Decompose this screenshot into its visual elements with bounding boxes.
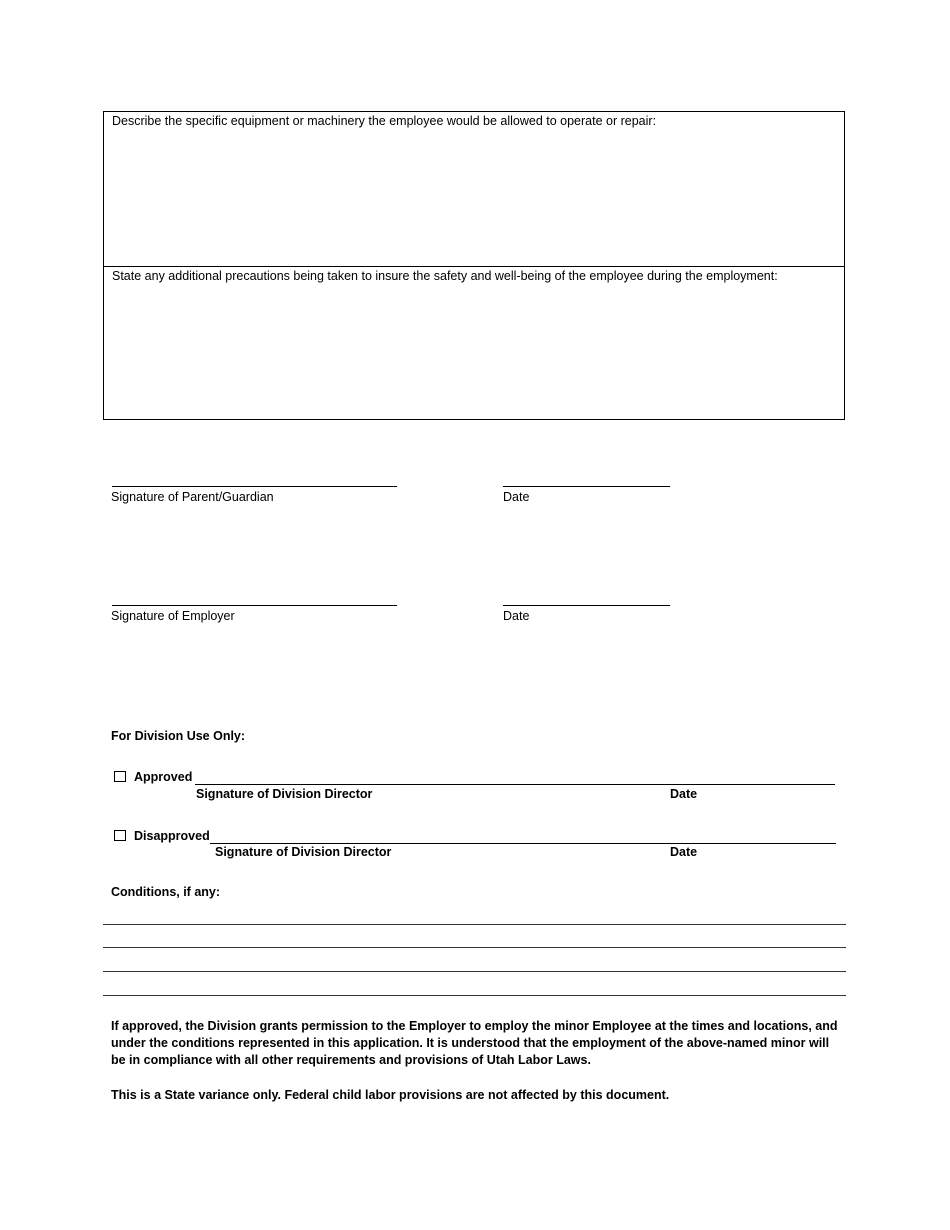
disapproved-checkbox[interactable]: [114, 830, 126, 841]
precautions-field[interactable]: [103, 266, 845, 420]
employer-date-label: Date: [503, 609, 530, 623]
employer-signature-label: Signature of Employer: [111, 609, 235, 623]
disapproved-label: Disapproved: [134, 829, 210, 843]
conditions-line[interactable]: [103, 947, 846, 948]
parent-date-label: Date: [503, 490, 530, 504]
conditions-line[interactable]: [103, 971, 846, 972]
disapproved-signature-line[interactable]: [210, 843, 836, 844]
conditions-label: Conditions, if any:: [111, 885, 221, 899]
disapproved-director-signature-label: Signature of Division Director: [215, 845, 392, 859]
equipment-description-label: Describe the specific equipment or machinery the employee would be allowed to operate or repair:: [112, 114, 657, 128]
approved-date-label: Date: [670, 787, 698, 801]
parent-date-line[interactable]: [503, 486, 670, 487]
equipment-description-field[interactable]: [103, 111, 845, 267]
precautions-label: State any additional precautions being taken to insure the safety and well-being of the employee during the employment:: [112, 269, 778, 283]
approved-signature-line[interactable]: [195, 784, 835, 785]
employer-date-line[interactable]: [503, 605, 670, 606]
employer-signature-line[interactable]: [112, 605, 397, 606]
division-use-heading: For Division Use Only:: [111, 729, 246, 743]
approved-checkbox[interactable]: [114, 771, 126, 782]
approval-statement: If approved, the Division grants permission to the Employer to employ the minor Employee at the times and locations, and under the conditions represented in this application. It is understood that the employment of the above-named minor will be in compliance with all other requirements and provisions of Utah Labor Laws.: [111, 1019, 838, 1067]
parent-signature-label: Signature of Parent/Guardian: [111, 490, 274, 504]
variance-statement: This is a State variance only. Federal child labor provisions are not affected by this document.: [111, 1088, 670, 1102]
conditions-line[interactable]: [103, 924, 846, 925]
disapproved-date-label: Date: [670, 845, 698, 859]
approved-label: Approved: [134, 770, 193, 784]
approved-director-signature-label: Signature of Division Director: [196, 787, 373, 801]
parent-signature-line[interactable]: [112, 486, 397, 487]
conditions-line[interactable]: [103, 995, 846, 996]
